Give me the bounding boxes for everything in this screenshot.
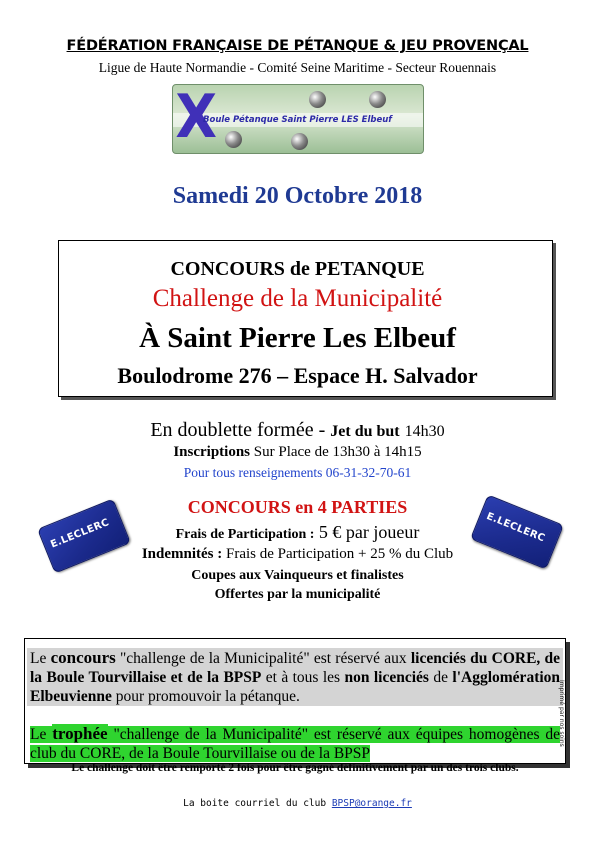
petanque-ball-icon [291,133,308,150]
indemnites-label: Indemnités : [141,546,223,562]
rule-challenge-note: Le challenge doit être remporté 2 fois pour être gagné définitivement par un des trois clubs. [71,762,519,774]
footer-contact [0,798,595,809]
printed-note: Imprimé par nos soins [558,680,565,747]
rule1-bold: l'Agglomération Elbeuvienne [30,669,561,705]
footer-email-link[interactable]: BPSP@orange.fr [331,798,412,809]
indemnites-value: Frais de Participation + 25 % du Club [225,546,454,562]
petanque-ball-icon [369,91,386,108]
leclerc-label: E.LECLERC [49,517,111,551]
club-logo [172,84,424,154]
petanque-ball-icon [309,91,326,108]
event-venue: Boulodrome 276 – Espace H. Salvador [117,363,478,388]
inscriptions-line [0,444,595,461]
petanque-ball-icon [225,131,242,148]
inscriptions-label: Inscriptions [173,444,251,460]
rule2-keyword: trophée [52,724,108,743]
rule1-text: Le [30,650,47,667]
format-line [0,419,595,442]
rule1-text: pour promouvoir la pétanque. [115,688,300,705]
event-place: À Saint Pierre Les Elbeuf [139,322,456,354]
rule1-keyword: concours [50,648,116,667]
rule2-text: Le [30,726,47,743]
format-text: En doublette formée - [150,419,326,441]
rule1-bold: licenciés du CORE, de la Boule Tourvillaise et de la BPSP [30,650,561,686]
coupes-line: Coupes aux Vainqueurs et finalistes [191,568,404,583]
federation-title: FÉDÉRATION FRANÇAISE DE PÉTANQUE & JEU PROVENÇAL [66,38,529,54]
logo-club-name: Boule Pétanque Saint Pierre LES Elbeuf [203,115,392,125]
frais-value: 5 € par joueur [318,522,420,542]
leclerc-label: E.LECLERC [484,510,547,545]
rule1-text: "challenge de la Municipalité" est réservé aux [119,650,407,667]
event-date: Samedi 20 Octobre 2018 [172,183,423,209]
event-title: CONCOURS de PETANQUE [170,258,425,280]
rule2-text: "challenge de la Municipalité" est réservé aux équipes homogènes de club du CORE, de la Boule Tourvillaise ou de la BPSP [30,726,560,762]
jet-label: Jet du but [330,423,400,440]
footer-text: La boite courriel du club [183,798,327,809]
jet-time: 14h30 [404,423,445,440]
frais-label: Frais de Participation : [175,527,315,542]
inscriptions-value: Sur Place de 13h30 à 14h15 [253,444,422,460]
rule1-bold: non licenciés [344,669,429,686]
rule1-text: et à tous les [265,669,341,686]
parties-heading: CONCOURS en 4 PARTIES [187,497,408,517]
rule-concours [27,648,563,706]
offertes-line: Offertes par la municipalité [214,587,381,602]
rule-trophee [27,724,563,763]
rule1-text: de [433,669,448,686]
event-challenge: Challenge de la Municipalité [152,285,443,312]
federation-subtitle: Ligue de Haute Normandie - Comité Seine Maritime - Secteur Rouennais [98,60,497,75]
info-phone: Pour tous renseignements 06-31-32-70-61 [183,465,412,480]
logo-x-mark: X [175,84,217,152]
